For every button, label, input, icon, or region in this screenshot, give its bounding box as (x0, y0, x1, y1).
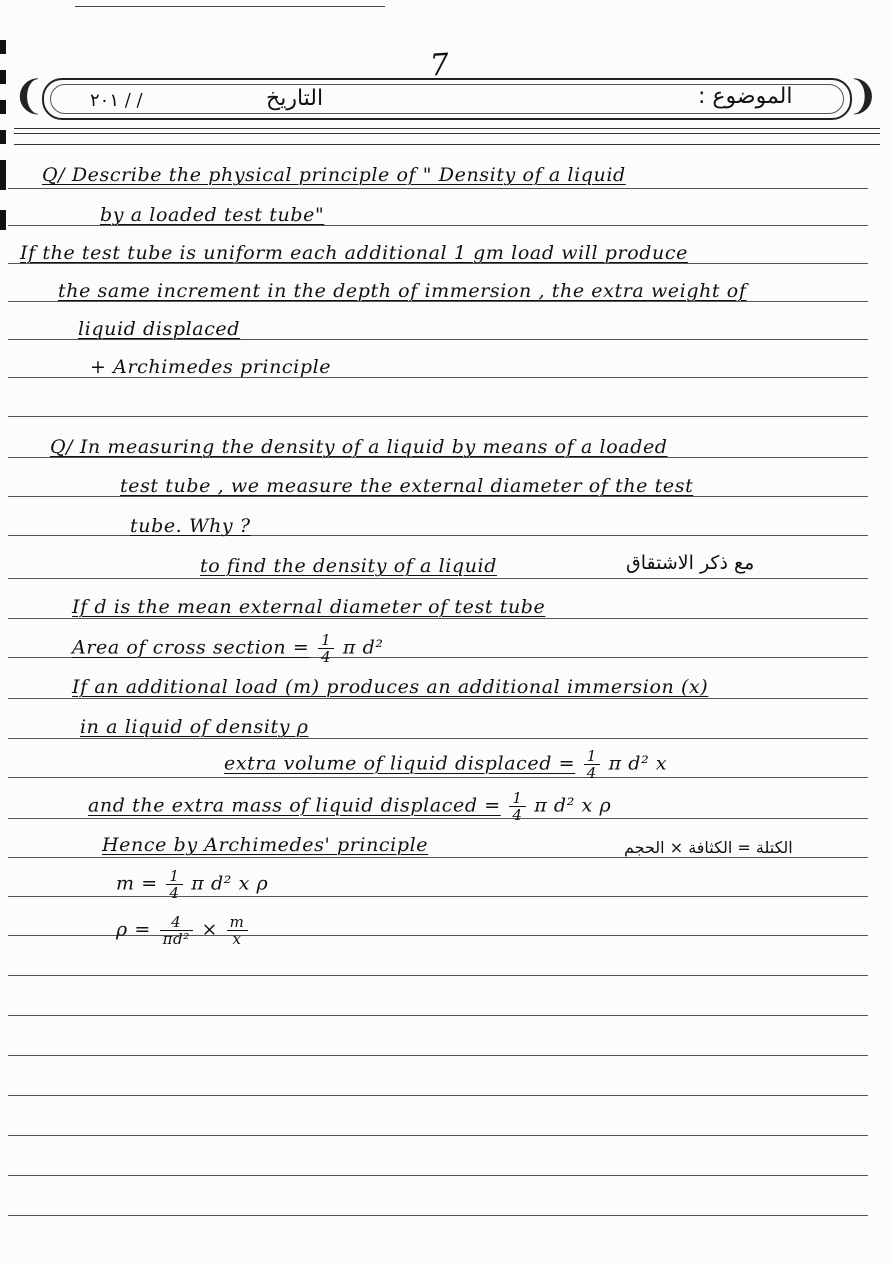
fraction-m-over-x: $\frac{m}{x}$ (227, 914, 248, 947)
q2-line-load: If an additional load (m) produces an additional immersion (x) (72, 676, 709, 698)
ruled-line (8, 975, 868, 976)
ruled-line (8, 1135, 868, 1136)
q1-answer-line4: + Archimedes principle (90, 356, 332, 378)
equation-rho (116, 914, 250, 947)
page-number: 7 (428, 47, 451, 84)
fraction-one-quarter: $\frac{1}{4}$ (318, 632, 334, 665)
fraction-one-quarter: $\frac{1}{4}$ (584, 748, 600, 781)
q1-answer-line3: liquid displaced (78, 318, 241, 340)
eq-m-left: m = (116, 872, 158, 895)
q2-volume-line (224, 748, 667, 781)
fraction-one-quarter: $\frac{1}{4}$ (509, 790, 525, 823)
ruled-line (8, 1015, 868, 1016)
q2-mass-text: and the extra mass of liquid displaced = (88, 794, 501, 817)
ruled-line (8, 1215, 868, 1216)
q2-area-expr: π d² (342, 636, 384, 659)
ruled-line (8, 416, 868, 417)
q2-question-line3: tube. Why ? (130, 515, 251, 537)
q1-question-line2: by a loaded test tube" (100, 204, 325, 226)
q2-volume-text: extra volume of liquid displaced = (224, 752, 576, 775)
ruled-line (8, 578, 868, 579)
ruled-line (8, 1175, 868, 1176)
ruled-line (8, 188, 868, 189)
top-rule (75, 6, 385, 7)
left-ornament-icon: ❨ (12, 73, 46, 119)
q2-area-line (72, 632, 384, 665)
header-rule (14, 128, 880, 129)
q2-question-line2: test tube , we measure the external diameter of the test (120, 475, 694, 497)
ruled-line (8, 618, 868, 619)
header-date-label: التاريخ (266, 86, 324, 111)
q2-area-text: Area of cross section = (72, 636, 310, 659)
q2-mass-expr: π d² x ρ (534, 794, 612, 817)
q2-arabic-mass: الكتلة = الكثافة × الحجم (624, 838, 793, 857)
q1-answer-line2: the same increment in the depth of immersion , the extra weight of (58, 280, 747, 302)
q2-volume-expr: π d² x (608, 752, 668, 775)
eq-m-right: π d² x ρ (191, 872, 269, 895)
header-subject-label: الموضوع : (698, 84, 793, 109)
q2-line-d: If d is the mean external diameter of test tube (72, 596, 546, 618)
eq-rho-times: × (201, 918, 219, 941)
ruled-line (8, 857, 868, 858)
equation-m (116, 868, 268, 901)
q2-arabic-note: مع ذكر الاشتقاق (626, 552, 755, 574)
q2-mass-line (88, 790, 611, 823)
right-ornament-icon: ❩ (846, 73, 880, 119)
q2-line-density: in a liquid of density ρ (80, 716, 309, 738)
header-date-value: ٢٠١ / / (90, 90, 143, 111)
eq-rho-left: ρ = (116, 918, 151, 941)
q2-question-line1: Q/ In measuring the density of a liquid by means of a loaded (50, 436, 668, 458)
q1-answer-line1: If the test tube is uniform each additional 1 gm load will produce (20, 242, 688, 264)
q1-question-line1: Q/ Describe the physical principle of " Density of a liquid (42, 164, 626, 186)
q2-answer-purpose: to find the density of a liquid (200, 555, 497, 577)
ruled-line (8, 1055, 868, 1056)
ruled-line (8, 698, 868, 699)
fraction-one-quarter: $\frac{1}{4}$ (166, 868, 182, 901)
header-rule (14, 144, 880, 145)
binding-marks (0, 40, 8, 240)
header-rule (14, 133, 880, 134)
ruled-line (8, 1095, 868, 1096)
ruled-line (8, 738, 868, 739)
fraction-4-over-pid2: $\frac{4}{\text{πd²}}$ (160, 914, 193, 947)
q2-hence: Hence by Archimedes' principle (102, 834, 429, 856)
